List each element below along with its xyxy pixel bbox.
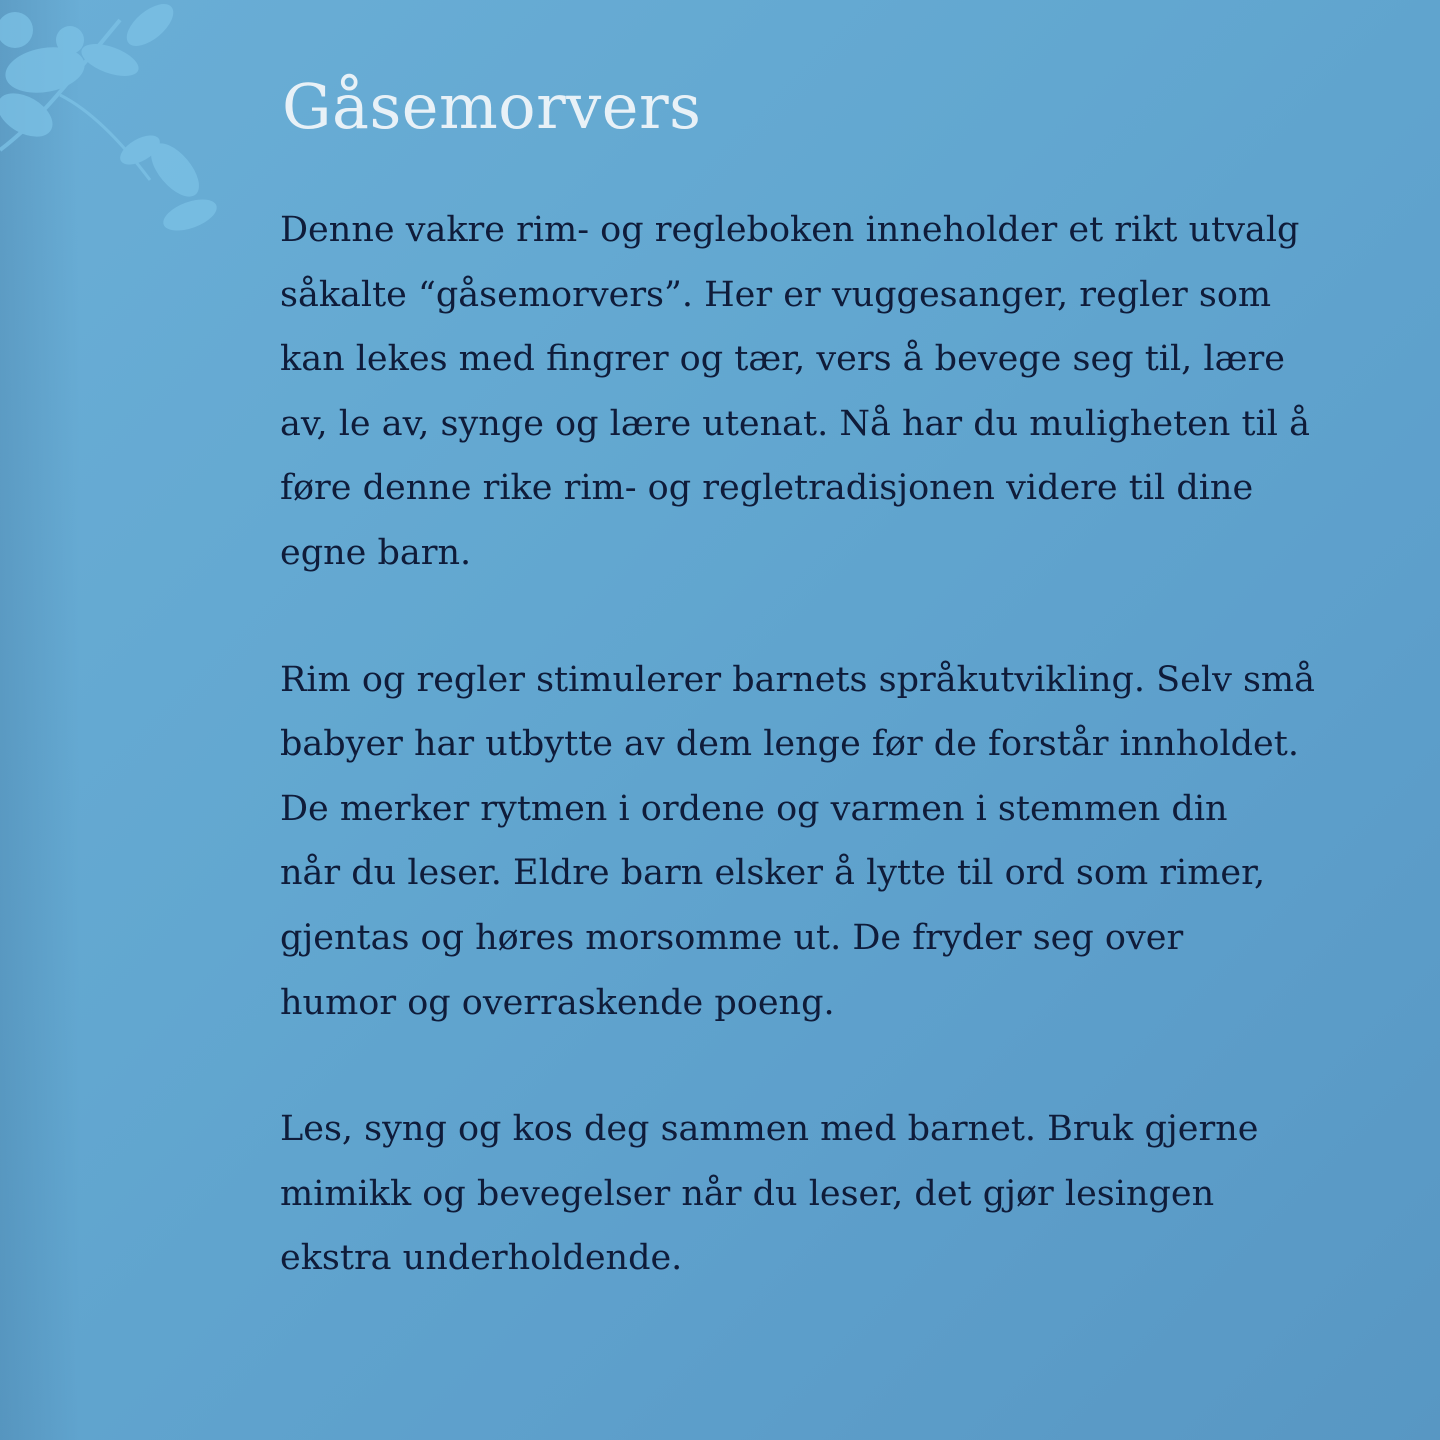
text-line: såkalte “gåsemorvers”. Her er vuggesanger, regler som xyxy=(280,274,1272,315)
floral-branch-icon xyxy=(0,0,260,260)
text-line: Denne vakre rim- og regleboken inneholder et rikt utvalg xyxy=(280,210,1300,250)
text-line: ekstra underholdende. xyxy=(280,1238,683,1279)
text-line: Rim og regler stimulerer barnets språkutvikling. Selv små xyxy=(280,659,1315,700)
paragraph-spacer xyxy=(280,586,1400,648)
paragraph-2 xyxy=(280,648,1400,1036)
text-line: babyer har utbytte av dem lenge før de forstår innholdet. xyxy=(280,724,1299,765)
body-text xyxy=(280,198,1400,1291)
paragraph-spacer xyxy=(280,1035,1400,1097)
text-line: De merker rytmen i ordene og varmen i stemmen din xyxy=(280,788,1228,829)
text-line: mimikk og bevegelser når du leser, det gjør lesingen xyxy=(280,1173,1215,1214)
text-line: humor og overraskende poeng. xyxy=(280,982,835,1023)
text-line: Les, syng og kos deg sammen med barnet. Bruk gjerne xyxy=(280,1109,1259,1150)
text-line: egne barn. xyxy=(280,532,472,573)
paragraph-1 xyxy=(280,198,1400,586)
text-line: føre denne rike rim- og regletradisjonen videre til dine xyxy=(280,468,1254,509)
paragraph-3 xyxy=(280,1097,1400,1291)
text-line: når du leser. Eldre barn elsker å lytte til ord som rimer, xyxy=(280,853,1266,894)
text-line: gjentas og høres morsomme ut. De fryder seg over xyxy=(280,917,1184,958)
page-title: Gåsemorvers xyxy=(282,70,702,143)
text-line: kan lekes med fingrer og tær, vers å bevege seg til, lære xyxy=(280,339,1285,380)
text-line: av, le av, synge og lære utenat. Nå har du muligheten til å xyxy=(280,403,1310,444)
